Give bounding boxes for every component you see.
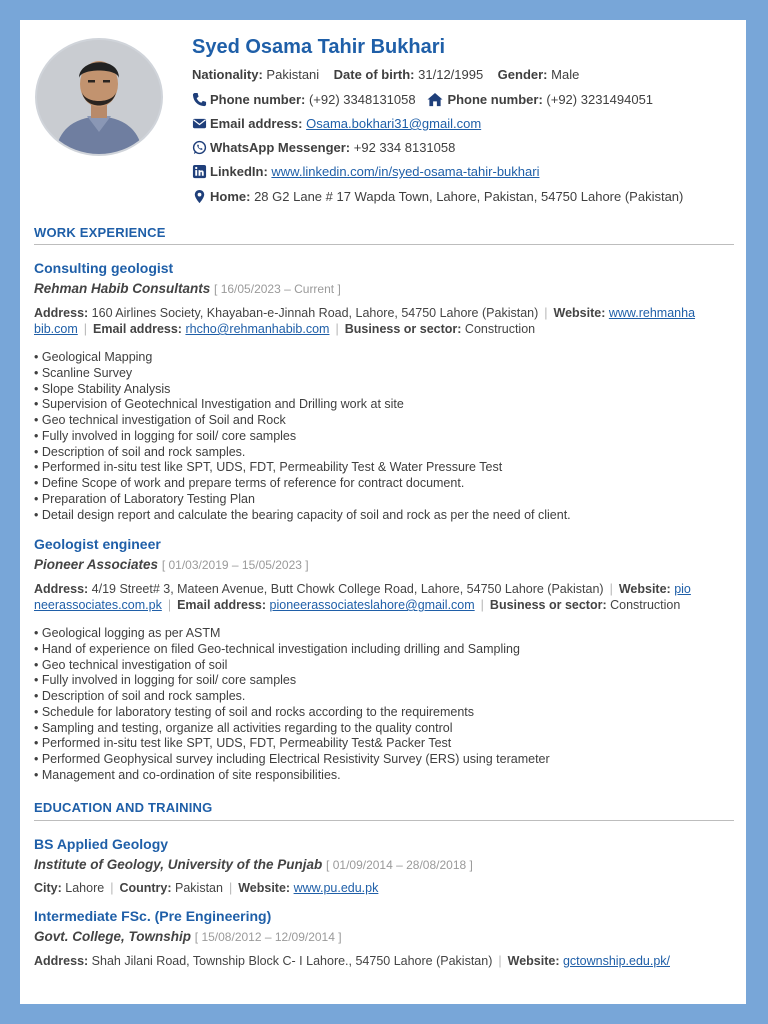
education-section-title: EDUCATION AND TRAINING xyxy=(34,800,213,815)
work-section-title: WORK EXPERIENCE xyxy=(34,225,166,240)
email-link[interactable]: Osama.bokhari31@gmail.com xyxy=(306,116,482,131)
city-value: Lahore xyxy=(65,881,105,895)
nationality-label: Nationality: xyxy=(192,67,263,82)
city-label: City: xyxy=(34,881,62,895)
institution-name: Govt. College, Township xyxy=(34,929,192,944)
phone1-value: (+92) 3348131058 xyxy=(308,92,416,107)
duty-item: • Performed in-situ test like SPT, UDS, FDT, Permeability Test& Packer Test xyxy=(34,736,452,751)
profile-photo-illustration xyxy=(37,40,161,154)
profile-photo xyxy=(35,38,163,156)
email-link[interactable]: pioneerassociateslahore@gmail.com xyxy=(269,598,475,612)
gender-label: Gender: xyxy=(497,67,548,82)
whatsapp-icon xyxy=(192,140,207,155)
address-value: 160 Airlines Society, Khayaban-e-Jinnah Road, Lahore, 54750 Lahore (Pakistan) xyxy=(91,306,539,320)
employer-name: Rehman Habib Consultants xyxy=(34,281,211,296)
education-dates: [ 15/08/2012 – 12/09/2014 ] xyxy=(194,930,342,944)
email-line xyxy=(192,116,481,131)
duty-item: • Geo technical investigation of Soil and Rock xyxy=(34,413,286,427)
country-label: Country: xyxy=(119,881,172,895)
job-duties-list xyxy=(34,350,571,523)
institution-line xyxy=(34,857,473,872)
whatsapp-line xyxy=(192,140,455,155)
address-label: Address: xyxy=(34,954,89,968)
duty-item: • Performed Geophysical survey including Electrical Resistivity Survey (ERS) using terameter xyxy=(34,752,550,766)
whatsapp-label: WhatsApp Messenger: xyxy=(210,140,351,155)
degree-title: BS Applied Geology xyxy=(34,836,169,852)
duty-item: • Supervision of Geotechnical Investigation and Drilling work at site xyxy=(34,397,404,412)
website-label: Website: xyxy=(618,582,671,596)
phone-icon xyxy=(192,92,207,107)
duty-item: • Preparation of Laboratory Testing Plan xyxy=(34,491,255,506)
institution-line xyxy=(34,929,342,944)
nationality-value: Pakistani xyxy=(266,67,320,82)
whatsapp-value: +92 334 8131058 xyxy=(353,140,456,155)
job-title: Consulting geologist xyxy=(34,260,174,276)
candidate-name: Syed Osama Tahir Bukhari xyxy=(192,36,446,58)
duty-item: • Define Scope of work and prepare terms of reference for contract document. xyxy=(34,476,465,490)
education-meta: Address: Shah Jilani Road, Township Block C- I Lahore., 54750 Lahore (Pakistan) | Website: gctownship.edu.pk/ xyxy=(34,954,670,968)
phone2-value: (+92) 3231494051 xyxy=(546,92,654,107)
website-label: Website: xyxy=(553,306,606,320)
duty-item: • Detail design report and calculate the bearing capacity of soil and rock as per the need of client. xyxy=(34,507,571,522)
email-label: Email address: xyxy=(93,322,182,336)
duty-item: • Geological logging as per ASTM xyxy=(34,626,221,640)
location-icon xyxy=(192,189,207,204)
duty-item: • Management and co-ordination of site responsibilities. xyxy=(34,767,341,782)
duty-item: • Performed in-situ test like SPT, UDS, FDT, Permeability Test & Water Pressure Test xyxy=(34,460,503,475)
address-label: Address: xyxy=(34,306,89,320)
home-address-line xyxy=(192,189,683,204)
job-meta: Address: 160 Airlines Society, Khayaban-e-Jinnah Road, Lahore, 54750 Lahore (Pakistan) | Website: www.rehmanha bib.com | Email address: rhcho@rehmanhabib.com | Business or sector: Construction xyxy=(34,306,696,336)
duty-item: • Description of soil and rock samples. xyxy=(34,689,246,703)
email-label: Email address: xyxy=(177,598,267,612)
job-title: Geologist engineer xyxy=(34,536,161,552)
employer-line xyxy=(34,281,341,296)
email-link[interactable]: rhcho@rehmanhabib.com xyxy=(185,322,330,336)
degree-title: Intermediate FSc. (Pre Engineering) xyxy=(34,908,272,924)
education-section-rule xyxy=(34,820,734,821)
sector-value: Construction xyxy=(464,322,536,336)
website-link[interactable]: gctownship.edu.pk/ xyxy=(562,954,670,968)
home-phone-icon xyxy=(426,92,444,107)
website-label: Website: xyxy=(507,954,560,968)
institution-name: Institute of Geology, University of the Punjab xyxy=(34,857,323,872)
job-dates: [ 16/05/2023 – Current ] xyxy=(214,282,341,296)
home-value: 28 G2 Lane # 17 Wapda Town, Lahore, Pakistan, 54750 Lahore (Pakistan) xyxy=(254,189,684,204)
duty-item: • Scanline Survey xyxy=(34,365,133,380)
duty-item: • Sampling and testing, organize all activities regarding to the quality control xyxy=(34,720,453,735)
address-label: Address: xyxy=(34,582,89,596)
website-link[interactable]: www.rehmanha xyxy=(608,306,696,320)
sector-value: Construction xyxy=(610,598,681,612)
employer-line xyxy=(34,557,309,572)
job-duties-list xyxy=(34,626,550,784)
address-value: Shah Jilani Road, Township Block C- I Lahore., 54750 Lahore (Pakistan) xyxy=(91,954,493,968)
duty-item: • Schedule for laboratory testing of soil and rocks according to the requirements xyxy=(34,704,475,719)
website-link-continued[interactable]: bib.com xyxy=(34,322,78,336)
duty-item: • Slope Stability Analysis xyxy=(34,381,171,396)
job-dates: [ 01/03/2019 – 15/05/2023 ] xyxy=(161,558,309,572)
website-link-continued[interactable]: neerassociates.com.pk xyxy=(34,598,162,612)
website-link[interactable]: pio xyxy=(674,582,691,596)
sector-label: Business or sector: xyxy=(344,322,462,336)
phone-line xyxy=(192,92,653,107)
job-meta: Address: 4/19 Street# 3, Mateen Avenue, Butt Chowk College Road, Lahore, 54750 Lahore (Pakistan) | Website: pio neerassociates.com.pk | Email address: pioneerassociateslahore@gmail.com | Business or sector: Construction xyxy=(34,582,691,612)
linkedin-icon xyxy=(192,164,207,179)
work-section-rule xyxy=(34,244,734,245)
email-label: Email address: xyxy=(210,116,303,131)
duty-item: • Hand of experience on filed Geo-technical investigation including drilling and Sampling xyxy=(34,641,520,656)
duty-item: • Fully involved in logging for soil/ core samples xyxy=(34,673,297,688)
dob-label: Date of birth: xyxy=(333,67,415,82)
sector-label: Business or sector: xyxy=(489,598,607,612)
address-value: 4/19 Street# 3, Mateen Avenue, Butt Chowk College Road, Lahore, 54750 Lahore (Pakistan) xyxy=(91,582,604,596)
education-meta: City: Lahore | Country: Pakistan | Website: www.pu.edu.pk xyxy=(34,881,379,895)
website-label: Website: xyxy=(238,881,291,895)
linkedin-link[interactable]: www.linkedin.com/in/syed-osama-tahir-bukhari xyxy=(271,164,540,179)
duty-item: • Geo technical investigation of soil xyxy=(34,657,228,672)
country-value: Pakistan xyxy=(175,881,223,895)
website-link[interactable]: www.pu.edu.pk xyxy=(293,881,379,895)
personal-info-line xyxy=(192,67,579,82)
employer-name: Pioneer Associates xyxy=(34,557,159,572)
email-icon xyxy=(192,116,207,131)
linkedin-label: LinkedIn: xyxy=(210,164,268,179)
duty-item: • Fully involved in logging for soil/ core samples xyxy=(34,428,297,443)
duty-item: • Geological Mapping xyxy=(34,350,153,364)
duty-item: • Description of soil and rock samples. xyxy=(34,444,246,459)
phone2-label: Phone number: xyxy=(447,92,543,107)
dob-value: 31/12/1995 xyxy=(418,67,484,82)
linkedin-line xyxy=(192,164,539,179)
phone1-label: Phone number: xyxy=(210,92,306,107)
home-label: Home: xyxy=(210,189,251,204)
gender-value: Male xyxy=(551,67,580,82)
education-dates: [ 01/09/2014 – 28/08/2018 ] xyxy=(326,858,473,872)
